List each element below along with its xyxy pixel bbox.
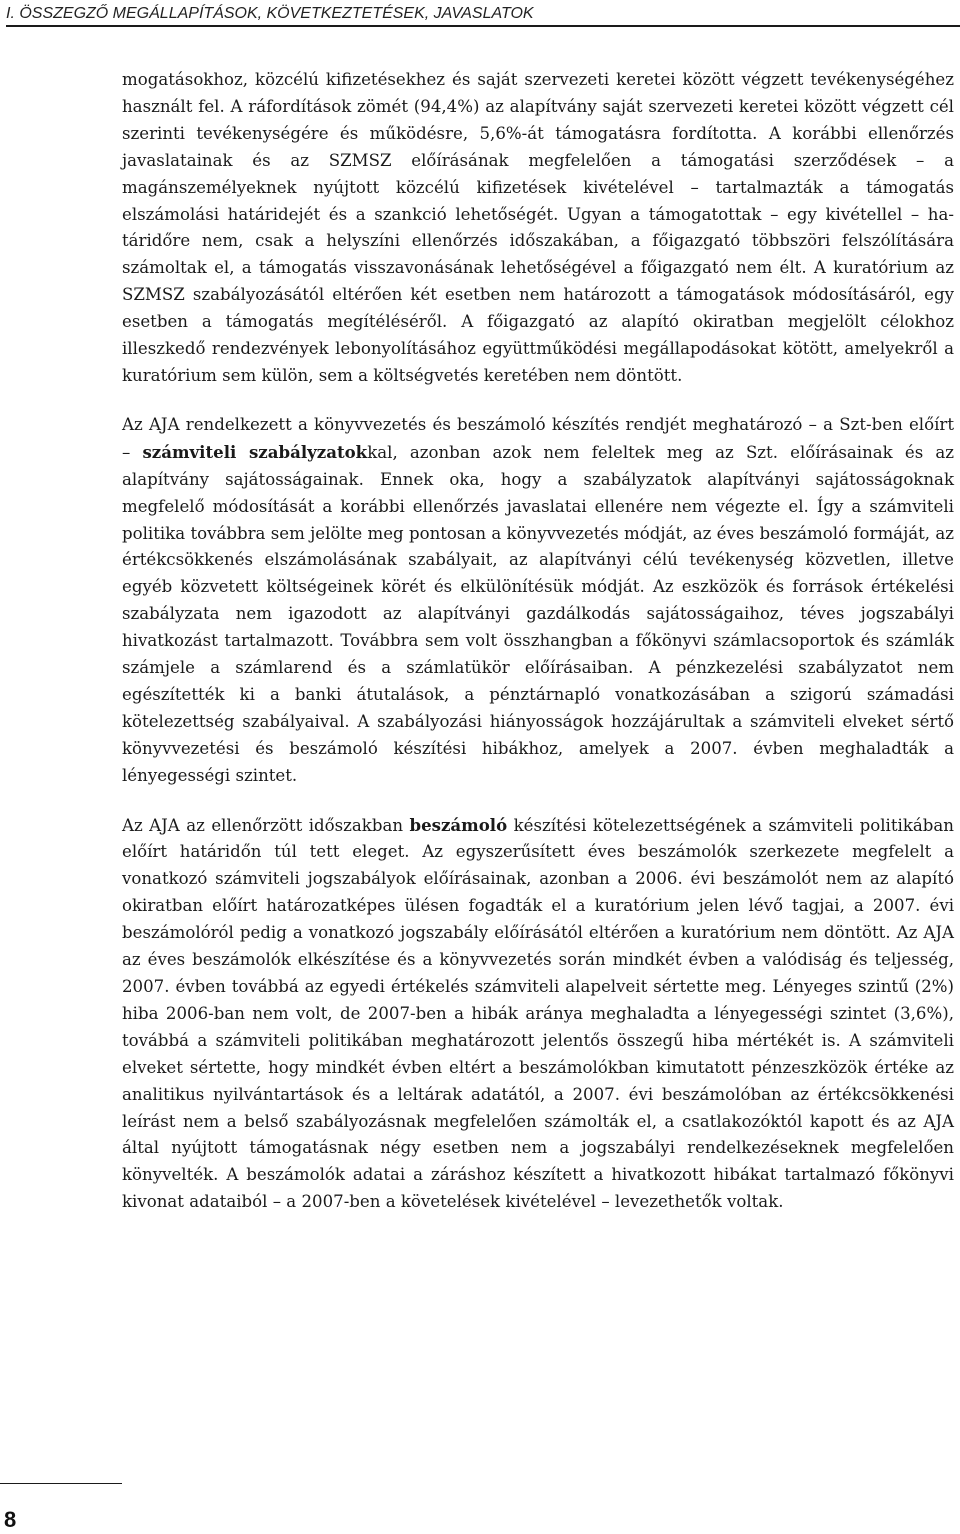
running-header xyxy=(6,3,960,27)
bold-term-beszamolo: beszámoló xyxy=(409,814,508,835)
paragraph-3-text-b: készítési kötelezettségének a számviteli politikában előírt határidőn túl tett eleget. Az egyszerűsített éves beszámolók szerkezete megfelelt a vonatkozó számviteli jogszabályok előírásainak, azonban a 2006. évi beszámolót nem az alapító okiratban előírt határozatképes ülésen fogadták el a kuratórium jelen lévő tagjai, a 2007. évi beszámolóról pedig a vonatkozó jogszabály előírásától eltérően a kuratórium nem döntött. Az AJA az éves beszámolók elkészítése és a könyvvezetés során mindkét évben a valódiság és teljesség, 2007. évben továbbá az egyedi értékelés számviteli alapelveit sértette meg. Lényeges szintű (2%) hiba 2006-ban nem volt, de 2007-ben a hibák aránya meghaladta a lényegességi szintet (3,6%), továbbá a számviteli politikában meghatározott jelentős összegű hiba mértékét is. A számviteli elveket sértette, hogy mindkét évben eltért a beszámolókban kimutatott pénzeszközök értéke az analitikus nyilvántartások és a leltárak adatától, a 2007. évi beszámolóban az értékcsökkenési leírást nem a belső szabályozásnak megfelelően számolták el, a csatlakozóktól kapott és az AJA által nyújtott támogatásnak négy esetben nem a jogszabályi rendelkezéseknek megfelelően könyvelték. A beszámolók adatai a záráshoz készített a hivatkozott hibákat tartalmazó főkönyvi kivonat adataiból – a 2007-ben a követelések kivételével – levezethetők voltak. xyxy=(122,815,954,1212)
paragraph-1-text: mogatásokhoz, közcélú kifizetésekhez és saját szervezeti keretei között végzett tevékenységéhez használt fel. A ráfordítások zömét (94,4%) az alapítvány saját szervezeti keretei között végzett cél szerinti tevékenységére és működésre, 5,6%-át támogatásra fordította. A korábbi ellenőrzés javaslatainak és az SZMSZ előírásának megfelelően a támogatási szerződések – a magánszemélyeknek nyújtott közcélú kifizetések kivételével – tartalmazták a támogatás elszámolási határidejét és a szankció lehetőségét. Ugyan a támogatottak – egy kivétellel – határidőre nem, csak a helyszíni ellenőrzés időszakában, a főigazgató többszöri felszólítására számoltak el, a támogatás visszavonásának lehetőségével a főigazgató nem élt. A kuratórium az SZMSZ szabályozásától eltérően két esetben nem határozott a támogatások módosításáról, egy esetben a támogatás megítéléséről. A főigazgató az alapító okiratban megjelölt célokhoz illeszkedő rendezvények lebonyolításához együttműködési megállapodásokat kötött, amelyekről a kuratórium sem külön, sem a költségvetés keretében nem döntött. xyxy=(122,70,954,385)
paragraph-1 xyxy=(122,67,954,390)
footer-divider xyxy=(0,1483,122,1484)
running-header-title: I. ÖSSZEGZŐ MEGÁLLAPÍTÁSOK, KÖVETKEZTETÉSEK, JAVASLATOK xyxy=(6,5,534,22)
document-body xyxy=(122,67,954,1216)
paragraph-2-text-a: Az AJA rendelkezett a könyvvezetés és beszámoló készítés rendjét meghatározó – a Szt-ben előírt – xyxy=(122,414,954,462)
paragraph-3 xyxy=(122,812,954,1217)
paragraph-3-text-a: Az AJA az ellenőrzött időszakban xyxy=(122,815,410,835)
bold-term-szamviteli-szabalyzatok: számviteli szabályzatok xyxy=(142,441,368,462)
paragraph-2 xyxy=(122,412,954,790)
page-number: 8 xyxy=(4,1507,17,1532)
paragraph-2-text-b: kal, azonban azok nem feleltek meg az Szt. előírásainak és az alapítvány sajátosságainak. Ennek oka, hogy a szabályzatok alapítványi sajátosságoknak megfelelő módosítását a korábbi ellenőrzés javaslatai ellenére nem végezte el. Így a számviteli politika továbbra sem jelölte meg pontosan a könyvvezetés módját, az éves beszámoló formáját, az értékcsökkenés elszámolásának szabályait, az alapítványi célú tevékenység közvetlen, illetve egyéb közvetett költségeinek körét és elkülönítésük módját. Az eszközök és források értékelési szabályzata nem igazodott az alapítványi gazdálkodás sajátosságaihoz, téves jogszabályi hivatkozást tartalmazott. Továbbra sem volt összhangban a főkönyvi számlacsoportok és számlák számjele a számlarend és a számlatükör előírásaiban. A pénzkezelési szabályzatot nem egészítették ki a banki átutalások, a pénztárnapló vonatkozásában a szigorú számadási kötelezettség szabályaival. A szabályozási hiányosságok hozzájárultak a számviteli elveket sértő könyvvezetési és beszámoló készítési hibákhoz, amelyek a 2007. évben meghaladták a lényegességi szintet. xyxy=(122,442,955,785)
